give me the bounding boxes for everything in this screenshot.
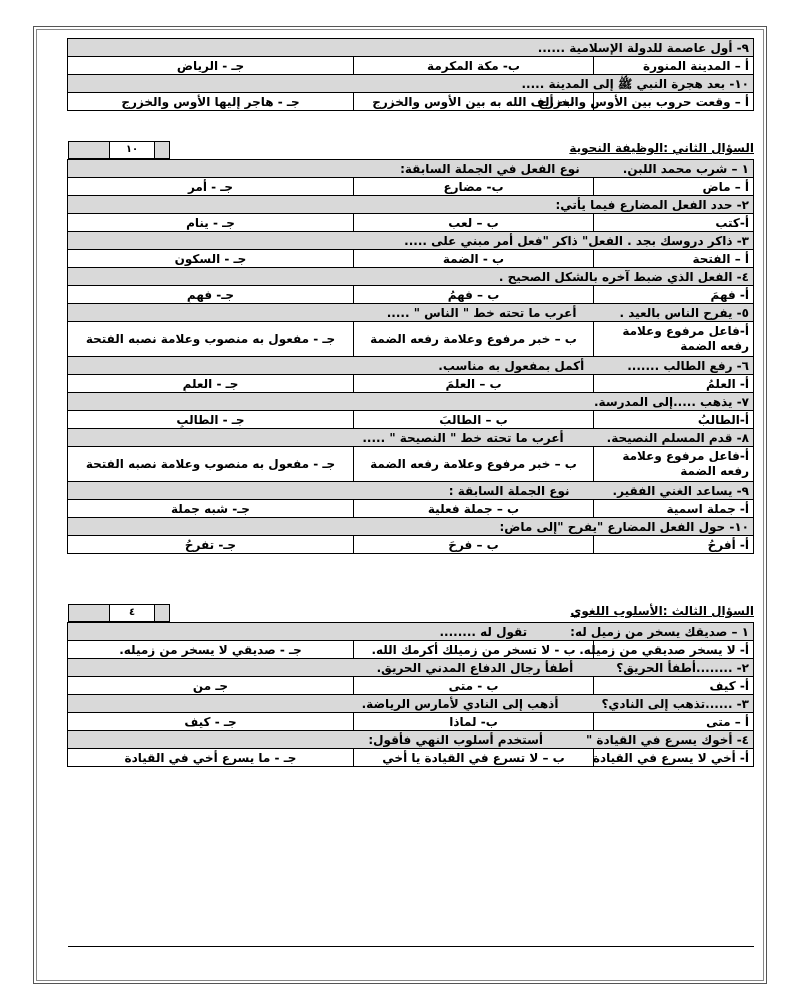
option-b[interactable]: ب - متى: [354, 677, 594, 695]
question-row: [67, 429, 753, 447]
option-c[interactable]: جـ - صديقي لا يسخر من زميله.: [68, 641, 354, 659]
question-text: ٣- ......تذهب إلى النادي؟: [601, 696, 749, 711]
question-cell: [67, 232, 753, 250]
question-text: ٣- ذاكر دروسك بجد . الفعل" ذاكر "فعل أمر مبني على .....: [404, 233, 749, 248]
option-a[interactable]: أ – الفتحة: [594, 250, 754, 268]
question-text: ١٠- بعد هجرة النبي ﷺ إلى المدينة .....: [521, 76, 749, 91]
option-a[interactable]: أ- لا يسخر صديقي من زميله.: [594, 641, 754, 659]
question-row: [67, 357, 753, 375]
option-c[interactable]: جـ- تفرحُ: [67, 536, 353, 554]
option-b[interactable]: ب – فهمُ: [354, 286, 594, 304]
option-a[interactable]: أ- كيف: [594, 677, 754, 695]
section2-score-box: [68, 141, 170, 159]
option-a[interactable]: أ- أخي لا يسرع في القيادة: [594, 749, 754, 767]
option-a[interactable]: أ-كتب: [594, 214, 754, 232]
question-text: ٥- يفرح الناس بالعيد .: [619, 305, 749, 320]
footer-line: [68, 946, 754, 947]
options-row: [67, 250, 753, 268]
question-row: [68, 75, 754, 93]
option-c[interactable]: جـ - ما يسرع أخي في القيادة: [68, 749, 354, 767]
option-a[interactable]: أ- العلمُ: [594, 375, 754, 393]
option-c[interactable]: جـ - ينام: [67, 214, 353, 232]
question-cell: [67, 196, 753, 214]
options-row: [67, 447, 753, 482]
question-row: [68, 623, 754, 641]
section3-score-box: [68, 604, 170, 622]
question-cell: [67, 357, 753, 375]
question-row: [67, 268, 753, 286]
question-cell: [68, 659, 754, 677]
question-row: [68, 659, 754, 677]
section2-title: السؤال الثاني :الوظيفة النحوية: [569, 141, 754, 155]
question-row: [67, 232, 753, 250]
option-c[interactable]: جـ- شبه جملة: [67, 500, 353, 518]
question-hint: أعرب ما تحته خط " النصيحة " .....: [359, 431, 566, 445]
question-row: [68, 39, 754, 57]
option-c[interactable]: جـ - العلمِ: [67, 375, 353, 393]
section3-score: ٤: [109, 605, 155, 621]
question-cell: [67, 482, 753, 500]
section3-table: [67, 622, 754, 767]
question-row: [67, 304, 753, 322]
option-b[interactable]: ب – خبر مرفوع وعلامة رفعه الضمة: [354, 322, 594, 357]
option-c[interactable]: جـ - مفعول به منصوب وعلامة نصبه الفتحة: [67, 322, 353, 357]
section3-title: السؤال الثالث :الأسلوب اللغوي: [570, 604, 754, 618]
section3-header: [68, 592, 754, 622]
options-row: [67, 214, 753, 232]
question-cell: [67, 429, 753, 447]
question-row: [67, 393, 753, 411]
option-a[interactable]: أ-الطالبُ: [594, 411, 754, 429]
options-row: [68, 57, 754, 75]
options-row: [68, 641, 754, 659]
question-cell: [68, 39, 754, 57]
question-cell: [68, 731, 754, 749]
options-row: [67, 411, 753, 429]
question-text: ٢- ........أطفأ الحريق؟: [616, 660, 749, 675]
option-b[interactable]: ب – العلمَ: [354, 375, 594, 393]
question-text: ٢- حدد الفعل المضارع فيما يأتي:: [555, 197, 749, 212]
question-cell: [67, 393, 753, 411]
option-b[interactable]: ب – جملة فعلية: [354, 500, 594, 518]
question-text: ٦- رفع الطالب .......: [627, 358, 749, 373]
option-b[interactable]: ب – لا تسرع في القيادة يا أخي: [354, 749, 594, 767]
question-hint: أذهب إلى النادي لأمارس الرياضة.: [359, 697, 562, 711]
question-hint: أستخدم أسلوب النهي فأقول:: [365, 733, 546, 747]
question-hint: أعرب ما تحته خط " الناس " .....: [384, 306, 580, 320]
section2-table: [67, 159, 754, 554]
option-b[interactable]: ب- مكة المكرمة: [354, 57, 594, 75]
option-c[interactable]: جـ - الرياض: [68, 57, 354, 75]
option-a[interactable]: أ – متى: [594, 713, 754, 731]
options-row: [67, 536, 753, 554]
options-row: [68, 93, 754, 111]
question-cell: [67, 304, 753, 322]
options-row: [67, 500, 753, 518]
question-cell: [68, 623, 754, 641]
question-row: [67, 160, 753, 178]
question-text: ٩- يساعد الغني الفقير.: [612, 483, 749, 498]
options-row: [67, 286, 753, 304]
question-text: ٤- الفعل الذي ضبط آخره بالشكل الصحيح .: [498, 269, 749, 284]
question-cell: [68, 695, 754, 713]
option-a[interactable]: أ- فهمَ: [594, 286, 754, 304]
question-cell: [67, 160, 753, 178]
question-row: [67, 518, 753, 536]
option-a[interactable]: أ – المدينة المنورة: [594, 57, 754, 75]
option-b[interactable]: ب- لماذا: [354, 713, 594, 731]
option-b[interactable]: ب- مضارع: [354, 178, 594, 196]
question-text: ٧- يذهب .....إلى المدرسة.: [594, 394, 749, 409]
exam-page: [68, 38, 754, 767]
section1-body: [68, 39, 754, 111]
option-b[interactable]: ب - الضمة: [354, 250, 594, 268]
question-hint: نوع الجملة السابقة :: [446, 484, 573, 498]
question-text: ٨- قدم المسلم النصيحة.: [606, 430, 749, 445]
question-text: ٤- أخوك يسرع في القيادة ": [585, 732, 749, 747]
question-text: ١ – صديقك يسخر من زميل له:: [570, 624, 749, 639]
question-row: [67, 196, 753, 214]
options-row: [68, 713, 754, 731]
section2-body: [67, 160, 753, 554]
options-row: [68, 677, 754, 695]
option-c[interactable]: جـ - كيف: [68, 713, 354, 731]
question-row: [68, 695, 754, 713]
option-b[interactable]: ب - لا تسخر من زميلك أكرمك الله.: [354, 641, 594, 659]
question-text: ١ – شرب محمد اللبن.: [622, 161, 749, 176]
option-b[interactable]: ب – خبر مرفوع وعلامة رفعه الضمة: [354, 447, 594, 482]
options-row: [68, 749, 754, 767]
option-c[interactable]: جـ - هاجر إليها الأوس والخزرج: [68, 93, 354, 111]
section3-body: [68, 623, 754, 767]
option-a[interactable]: أ- أفرحُ: [594, 536, 754, 554]
option-c[interactable]: جـ - أمر: [67, 178, 353, 196]
option-b[interactable]: ب – فرحَ: [354, 536, 594, 554]
section2-score: ١٠: [109, 142, 155, 158]
option-b[interactable]: ب – الطالبَ: [354, 411, 594, 429]
question-row: [67, 482, 753, 500]
option-a[interactable]: أ – وقعت حروب بين الأوس والخزرج: [594, 93, 754, 111]
option-c[interactable]: جـ- فهمِ: [67, 286, 353, 304]
option-c[interactable]: جـ - الطالبِ: [67, 411, 353, 429]
question-text: ١٠- حول الفعل المضارع "يفرح "إلى ماض:: [499, 519, 749, 534]
option-c[interactable]: جـ من: [68, 677, 354, 695]
question-hint: تقول له ........: [436, 625, 530, 639]
option-a[interactable]: أ – ماض: [594, 178, 754, 196]
question-hint: نوع الفعل في الجملة السابقة:: [397, 162, 583, 176]
option-b[interactable]: ب – لعب: [354, 214, 594, 232]
question-cell: [67, 518, 753, 536]
option-a[interactable]: أ-فاعل مرفوع وعلامة رفعه الضمة: [594, 322, 754, 357]
options-row: [67, 322, 753, 357]
question-row: [68, 731, 754, 749]
option-c[interactable]: جـ - السكون: [67, 250, 353, 268]
option-c[interactable]: جـ - مفعول به منصوب وعلامة نصبه الفتحة: [67, 447, 353, 482]
options-row: [67, 178, 753, 196]
option-b[interactable]: ب- ألف الله به بين الأوس والخزرج: [354, 93, 594, 111]
option-a[interactable]: أ- جملة اسمية: [594, 500, 754, 518]
question-cell: [68, 75, 754, 93]
option-a[interactable]: أ-فاعل مرفوع وعلامة رفعه الضمة: [594, 447, 754, 482]
options-row: [67, 375, 753, 393]
question-cell: [67, 268, 753, 286]
question-hint: أطفأ رجال الدفاع المدني الحريق.: [374, 661, 577, 675]
question-hint: أكمل بمفعول به مناسب.: [435, 359, 587, 373]
section1-table: [67, 38, 754, 111]
section2-header: [68, 129, 754, 159]
question-text: ٩- أول عاصمة للدولة الإسلامية ......: [537, 40, 749, 55]
